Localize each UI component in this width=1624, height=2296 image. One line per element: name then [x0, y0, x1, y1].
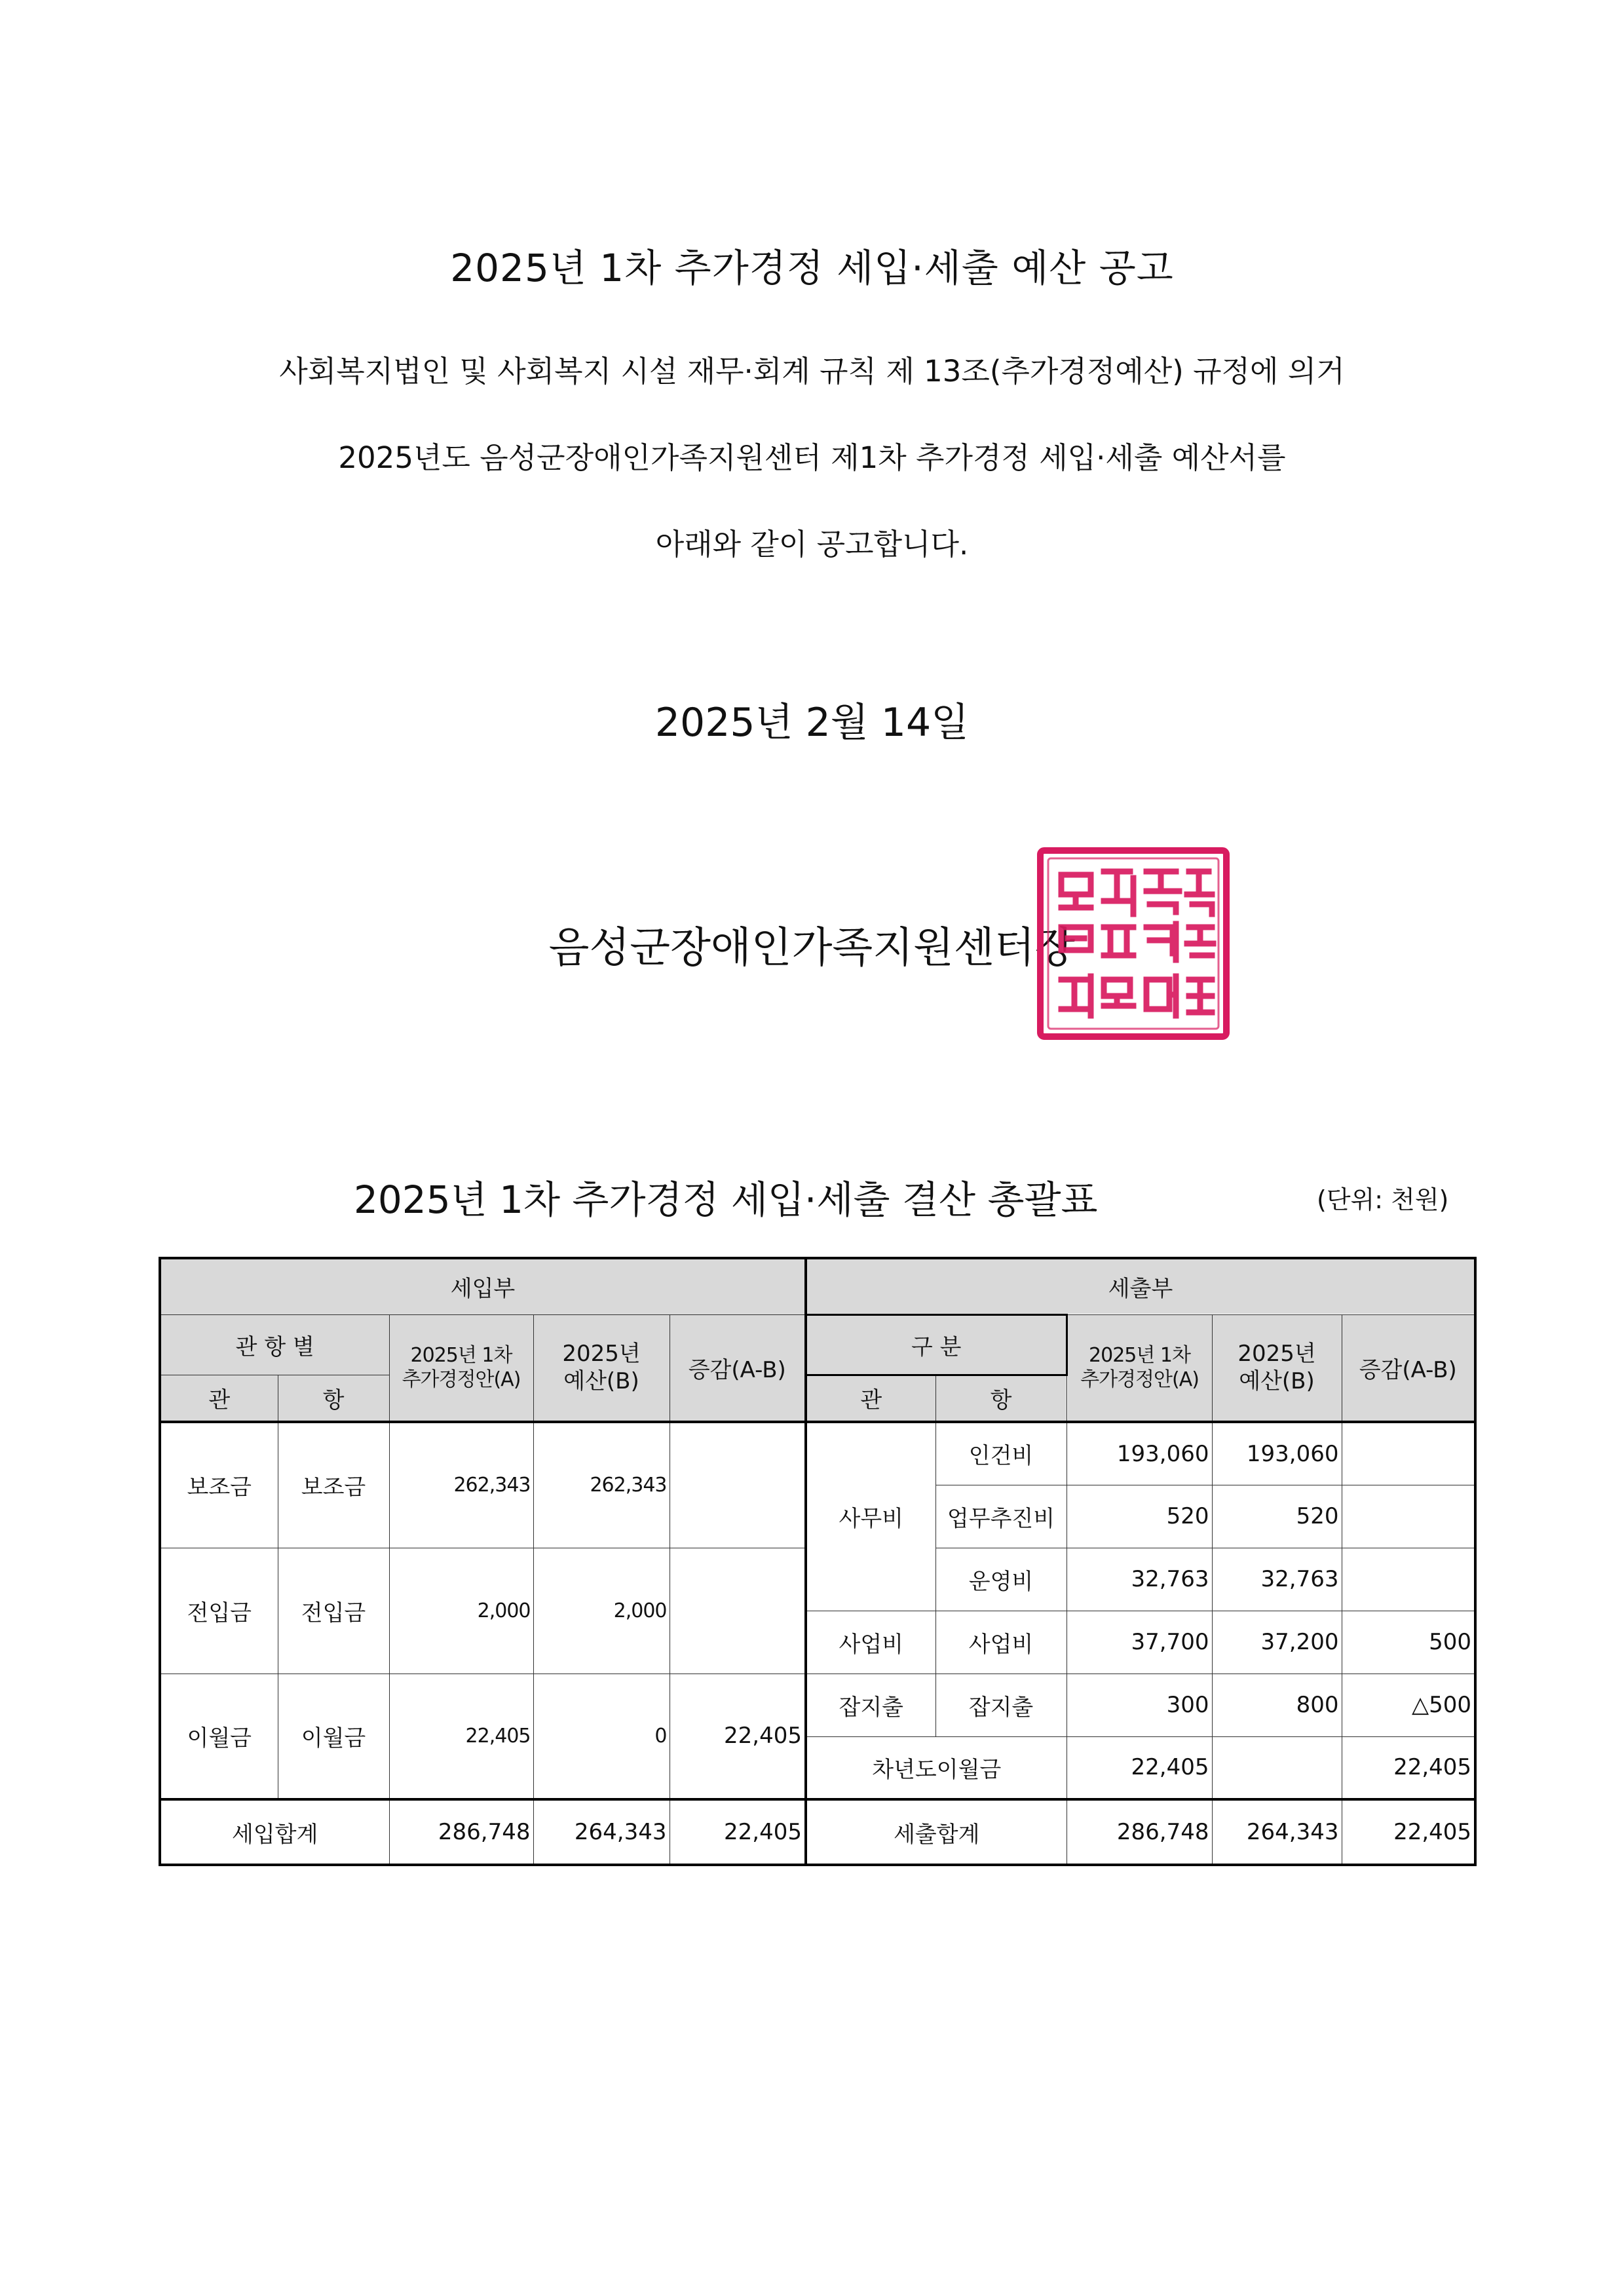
revenue-diff-cell: 22,405 — [670, 1674, 806, 1799]
notice-body-line-3: 아래와 같이 공고합니다. — [655, 527, 969, 562]
expense-diff-cell — [1342, 1422, 1475, 1485]
revenue-col-budget — [533, 1314, 670, 1422]
notice-title: 2025년 1차 추가경정 세입·세출 예산 공고 — [450, 246, 1174, 290]
expense-diff-cell — [1342, 1485, 1475, 1548]
expense-b-cell: 37,200 — [1212, 1611, 1342, 1674]
revenue-hang-header: 항 — [278, 1375, 389, 1422]
revenue-col-supplementary-line1: 2025년 1차 — [410, 1343, 512, 1367]
expense-b-cell: 520 — [1212, 1485, 1342, 1548]
expense-a-cell: 193,060 — [1067, 1422, 1212, 1485]
expense-hang-cell: 운영비 — [935, 1548, 1067, 1611]
revenue-total-label: 세입합계 — [160, 1799, 389, 1865]
revenue-hang-cell: 이월금 — [278, 1674, 389, 1799]
expense-total-b: 264,343 — [1212, 1799, 1342, 1865]
expense-section-header: 세출부 — [806, 1258, 1475, 1314]
unit-note: (단위: 천원) — [1317, 1185, 1449, 1214]
expense-col-budget-line1: 2025년 — [1237, 1340, 1316, 1367]
revenue-b-cell: 262,343 — [533, 1422, 670, 1548]
expense-a-cell: 37,700 — [1067, 1611, 1212, 1674]
expense-diff-cell: 500 — [1342, 1611, 1475, 1674]
budget-summary-table — [159, 1257, 1477, 1866]
revenue-by-item-header: 관 항 별 — [160, 1314, 389, 1375]
expense-gubun-header: 구 분 — [806, 1314, 1067, 1375]
expense-col-budget-line2: 예산(B) — [1239, 1368, 1315, 1395]
expense-gwan-header: 관 — [806, 1375, 935, 1422]
revenue-a-cell: 22,405 — [389, 1674, 533, 1799]
revenue-diff-cell — [670, 1548, 806, 1674]
revenue-diff-cell — [670, 1422, 806, 1548]
expense-gwan-cell: 사무비 — [806, 1422, 935, 1611]
revenue-col-supplementary-line2: 추가경정안(A) — [402, 1368, 521, 1392]
totals-row — [160, 1799, 1475, 1865]
expense-gwan-cell: 사업비 — [806, 1611, 935, 1674]
expense-a-cell: 32,763 — [1067, 1548, 1212, 1611]
expense-b-cell: 193,060 — [1212, 1422, 1342, 1485]
revenue-col-budget-line1: 2025년 — [562, 1340, 641, 1367]
revenue-a-cell: 262,343 — [389, 1422, 533, 1548]
notice-body-line-2: 2025년도 음성군장애인가족지원센터 제1차 추가경정 세입·세출 예산서를 — [338, 440, 1286, 475]
table-row — [160, 1674, 1475, 1736]
expense-b-cell: 32,763 — [1212, 1548, 1342, 1611]
expense-total-diff: 22,405 — [1342, 1799, 1475, 1865]
revenue-b-cell: 0 — [533, 1674, 670, 1799]
expense-gwan-cell: 차년도이월금 — [806, 1736, 1067, 1799]
signer-name: 음성군장애인가족지원센터장 — [548, 924, 1076, 972]
expense-gwan-cell: 잡지출 — [806, 1674, 935, 1736]
revenue-gwan-cell: 보조금 — [160, 1422, 278, 1548]
expense-diff-cell: 22,405 — [1342, 1736, 1475, 1799]
expense-a-cell: 520 — [1067, 1485, 1212, 1548]
summary-table-title: 2025년 1차 추가경정 세입·세출 결산 총괄표 — [354, 1177, 1098, 1222]
expense-col-budget — [1212, 1314, 1342, 1422]
revenue-col-supplementary — [389, 1314, 533, 1422]
expense-total-a: 286,748 — [1067, 1799, 1212, 1865]
revenue-total-b: 264,343 — [533, 1799, 670, 1865]
revenue-section-header: 세입부 — [160, 1258, 806, 1314]
table-row — [160, 1422, 1475, 1485]
expense-hang-cell: 인건비 — [935, 1422, 1067, 1485]
revenue-b-cell: 2,000 — [533, 1548, 670, 1674]
notice-body-line-1: 사회복지법인 및 사회복지 시설 재무·회계 규칙 제 13조(추가경정예산) 규정에 의거 — [279, 354, 1345, 389]
revenue-a-cell: 2,000 — [389, 1548, 533, 1674]
expense-col-supplementary — [1067, 1314, 1212, 1422]
expense-a-cell: 22,405 — [1067, 1736, 1212, 1799]
expense-b-cell — [1212, 1736, 1342, 1799]
expense-diff-cell — [1342, 1548, 1475, 1611]
official-seal-stamp — [1035, 845, 1232, 1042]
notice-date: 2025년 2월 14일 — [654, 700, 970, 746]
expense-hang-cell: 사업비 — [935, 1611, 1067, 1674]
expense-col-supplementary-line1: 2025년 1차 — [1089, 1343, 1190, 1367]
expense-col-diff: 증감(A-B) — [1342, 1314, 1475, 1422]
expense-hang-cell: 업무추진비 — [935, 1485, 1067, 1548]
revenue-col-budget-line2: 예산(B) — [563, 1368, 639, 1395]
column-header-row — [160, 1314, 1475, 1375]
expense-diff-cell: △500 — [1342, 1674, 1475, 1736]
revenue-total-a: 286,748 — [389, 1799, 533, 1865]
expense-b-cell: 800 — [1212, 1674, 1342, 1736]
expense-hang-cell: 잡지출 — [935, 1674, 1067, 1736]
revenue-col-diff: 증감(A-B) — [670, 1314, 806, 1422]
expense-total-label: 세출합계 — [806, 1799, 1067, 1865]
section-header-row — [160, 1258, 1475, 1314]
revenue-gwan-cell: 이월금 — [160, 1674, 278, 1799]
expense-col-supplementary-line2: 추가경정안(A) — [1080, 1368, 1199, 1392]
revenue-gwan-header: 관 — [160, 1375, 278, 1422]
revenue-hang-cell: 전입금 — [278, 1548, 389, 1674]
expense-hang-header: 항 — [935, 1375, 1067, 1422]
revenue-total-diff: 22,405 — [670, 1799, 806, 1865]
revenue-gwan-cell: 전입금 — [160, 1548, 278, 1674]
revenue-hang-cell: 보조금 — [278, 1422, 389, 1548]
expense-a-cell: 300 — [1067, 1674, 1212, 1736]
